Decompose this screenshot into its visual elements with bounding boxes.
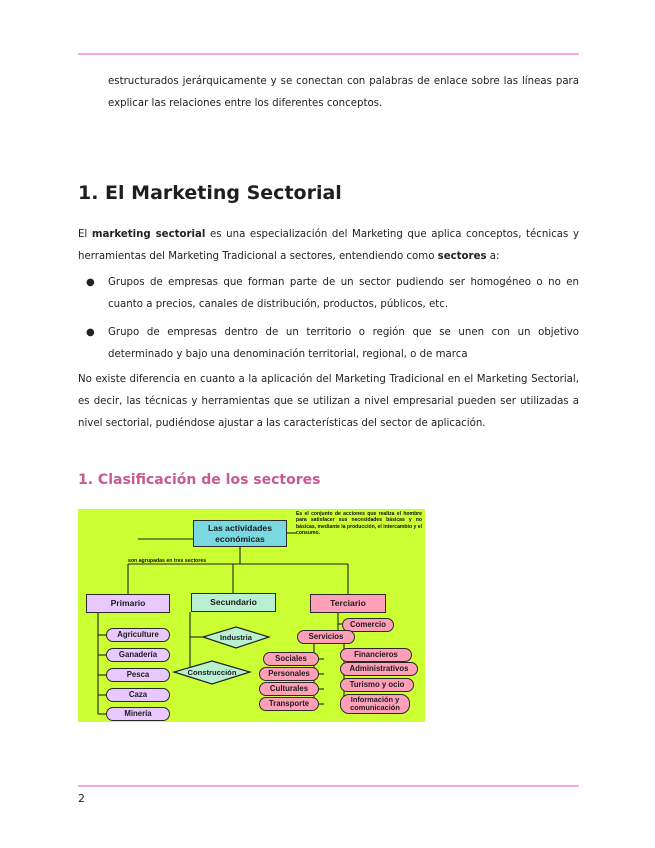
servicio-informacion-comunicacion: Información y comunicación bbox=[340, 694, 410, 714]
list-item bbox=[86, 322, 579, 366]
item-agriculture: Agriculture bbox=[106, 628, 170, 642]
activities-box: Las actividades económicas bbox=[193, 520, 287, 547]
definition-lead: El bbox=[78, 229, 92, 240]
sector-primario: Primario bbox=[86, 594, 170, 613]
definition-end: a: bbox=[486, 251, 500, 262]
definition-mid: es una especialización del Marketing que aplica conceptos, técnicas y herramientas del Marketing Tradicional a sectores, entendiendo como bbox=[78, 229, 579, 262]
bullet-text: Grupos de empresas que forman parte de un sector pudiendo ser homogéneo o no en cuanto a precios, canales de distribución, productos, públicos, etc. bbox=[108, 277, 579, 310]
definition-paragraph bbox=[78, 224, 579, 268]
page-number: 2 bbox=[78, 792, 85, 805]
header-rule bbox=[78, 53, 579, 55]
bullet-icon: ● bbox=[86, 277, 95, 288]
servicio-transporte: Transporte bbox=[259, 697, 319, 711]
list-item bbox=[86, 272, 579, 316]
grouped-label: son agrupadas en tres sectores bbox=[128, 558, 207, 564]
servicio-sociales: Sociales bbox=[263, 652, 319, 666]
servicio-turismo-ocio: Turismo y ocio bbox=[340, 678, 414, 692]
term-marketing-sectorial: marketing sectorial bbox=[91, 229, 206, 240]
term-sectores: sectores bbox=[437, 251, 487, 262]
item-mineria: Minería bbox=[106, 707, 170, 721]
bullet-icon: ● bbox=[86, 327, 95, 338]
sector-secundario: Secundario bbox=[191, 593, 276, 612]
comparison-paragraph: No existe diferencia en cuanto a la aplicación del Marketing Tradicional en el Marketing Sectorial, es decir, las técnicas y herramientas que se utilizan a nivel empresarial pueden ser utilizadas a nivel sectorial, pudiéndose ajustar a las características del sector de aplicación. bbox=[78, 374, 579, 429]
item-industria: Industria bbox=[219, 633, 253, 642]
definition-note: Es el conjunto de acciones que realiza el hombre para satisfacer sus necesidades básicas y no básicas, mediante la producción, el intercambio y el consumo. bbox=[296, 511, 422, 537]
bullet-text: Grupo de empresas dentro de un territorio o región que se unen con un objetivo determinado y bajo una denominación territorial, regional, o de marca bbox=[108, 327, 579, 360]
item-comercio: Comercio bbox=[342, 618, 394, 632]
sectors-diagram bbox=[78, 509, 425, 722]
servicio-administrativos: Administrativos bbox=[340, 662, 418, 676]
footer-rule bbox=[78, 785, 579, 787]
item-pesca: Pesca bbox=[106, 668, 170, 682]
servicio-culturales: Culturales bbox=[259, 682, 319, 696]
item-caza: Caza bbox=[106, 688, 170, 702]
intro-paragraph: estructurados jerárquicamente y se conectan con palabras de enlace sobre las líneas para explicar las relaciones entre los diferentes conceptos. bbox=[108, 76, 579, 109]
subsection-title: 1. Clasificación de los sectores bbox=[78, 472, 321, 488]
servicio-financieros: Financieros bbox=[340, 648, 412, 662]
item-construccion: Construcción bbox=[187, 668, 237, 677]
item-ganaderia: Ganadería bbox=[106, 648, 170, 662]
sector-bullet-list bbox=[86, 272, 579, 372]
sector-terciario: Terciario bbox=[310, 594, 386, 613]
item-servicios: Servicios bbox=[297, 630, 355, 644]
section-title: 1. El Marketing Sectorial bbox=[78, 182, 342, 204]
servicio-personales: Personales bbox=[259, 667, 319, 681]
